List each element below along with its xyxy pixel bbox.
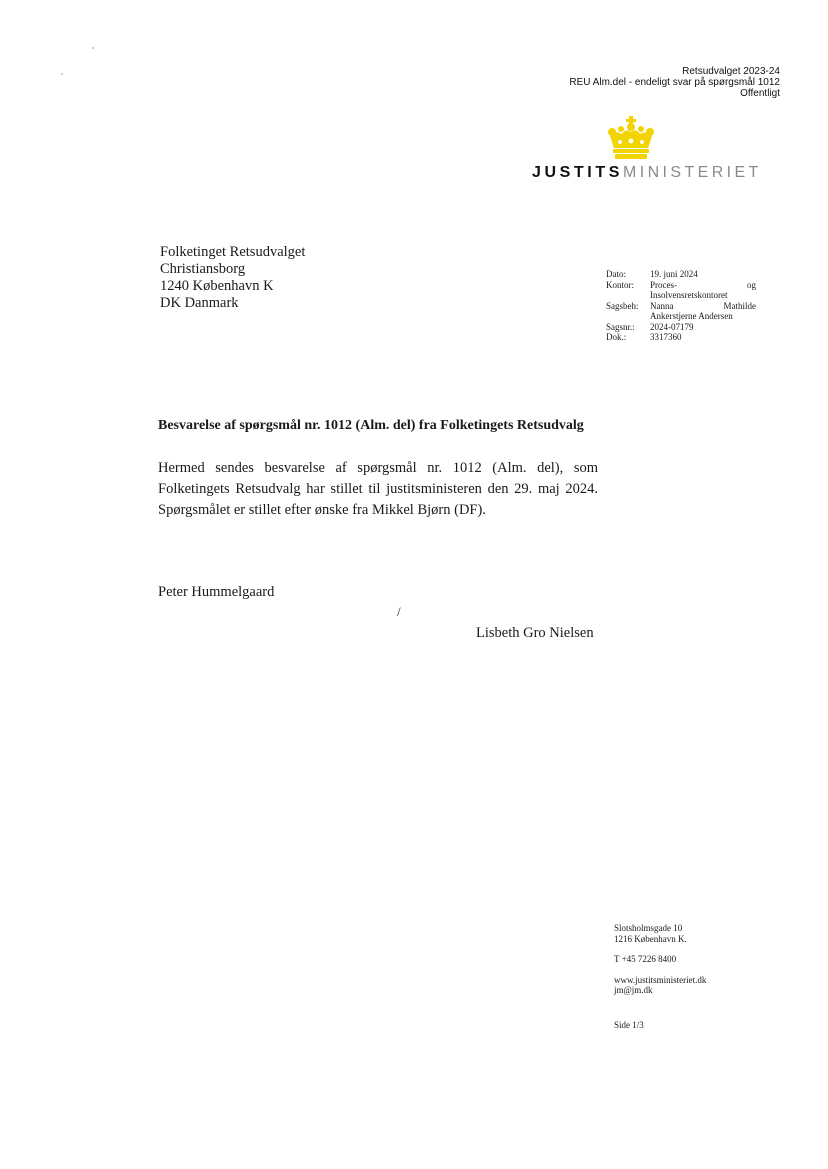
meta-label: Dok.:: [606, 332, 627, 342]
recipient-country: DK Danmark: [160, 295, 239, 311]
meta-row-document: [606, 332, 756, 343]
meta-value-part: Proces-: [650, 279, 677, 290]
publicity-status: Offentligt: [740, 88, 780, 99]
signatory-minister: Peter Hummelgaard: [158, 584, 275, 600]
ministry-logo-wordmark: [532, 164, 762, 182]
meta-value: [650, 280, 756, 301]
recipient-address: [160, 244, 305, 312]
logo-text-bold: JUSTITS: [532, 164, 623, 181]
committee-year: Retsudvalget 2023-24: [682, 66, 780, 77]
meta-label: Sagsbeh:: [606, 300, 639, 311]
recipient-name: Folketinget Retsudvalget: [160, 244, 306, 260]
meta-row-office: [606, 280, 756, 301]
meta-row-caseworker: [606, 301, 756, 322]
footer-website: www.justitsministeriet.dk: [614, 974, 707, 985]
letter-metadata: [606, 269, 756, 343]
meta-label: Sagsnr.:: [606, 321, 635, 332]
meta-value: 2024-07179: [650, 321, 694, 332]
footer-email: jm@jm.dk: [614, 985, 653, 995]
logo-text-light: MINISTERIET: [623, 164, 762, 181]
letter-subject: Besvarelse af spørgsmål nr. 1012 (Alm. del) fra Folketingets Retsudvalg: [158, 418, 584, 433]
recipient-city: 1240 København K: [160, 278, 274, 294]
footer-address-street: Slotsholmsgade 10: [614, 923, 683, 933]
meta-value-part: Nanna: [650, 300, 674, 311]
footer-phone: T +45 7226 8400: [614, 954, 677, 964]
meta-label: Kontor:: [606, 279, 634, 290]
ministry-contact-footer: [614, 923, 706, 1030]
meta-value: 19. juni 2024: [650, 269, 698, 279]
meta-row-case-number: [606, 322, 756, 333]
meta-label: Dato:: [606, 269, 626, 279]
crown-icon: [606, 116, 656, 160]
recipient-building: Christiansborg: [160, 261, 246, 277]
scan-speck: [92, 47, 94, 49]
signatory-official: Lisbeth Gro Nielsen: [476, 625, 594, 641]
document-reference-header: [569, 66, 780, 99]
meta-row-date: [606, 269, 756, 280]
scan-speck: [61, 73, 63, 75]
meta-value-part: og: [747, 279, 756, 290]
meta-value: 3317360: [650, 332, 682, 342]
meta-value-part: Ankerstjerne Andersen: [650, 311, 733, 321]
signature-separator: /: [397, 604, 401, 619]
document-reference: REU Alm.del - endeligt svar på spørgsmål 1012: [569, 77, 780, 88]
footer-address-city: 1216 København K.: [614, 933, 687, 944]
page-number: Side 1/3: [614, 1019, 644, 1030]
letter-body: Hermed sendes besvarelse af spørgsmål nr. 1012 (Alm. del), som Folketingets Retsudvalg har stillet til justitsministeren den 29. maj 2024. Spørgsmålet er stillet efter ønske fra Mikkel Bjørn (DF).: [158, 460, 598, 518]
meta-value-part: Insolvensretskontoret: [650, 290, 728, 300]
meta-value-part: Mathilde: [723, 300, 756, 311]
meta-value: [650, 301, 756, 322]
